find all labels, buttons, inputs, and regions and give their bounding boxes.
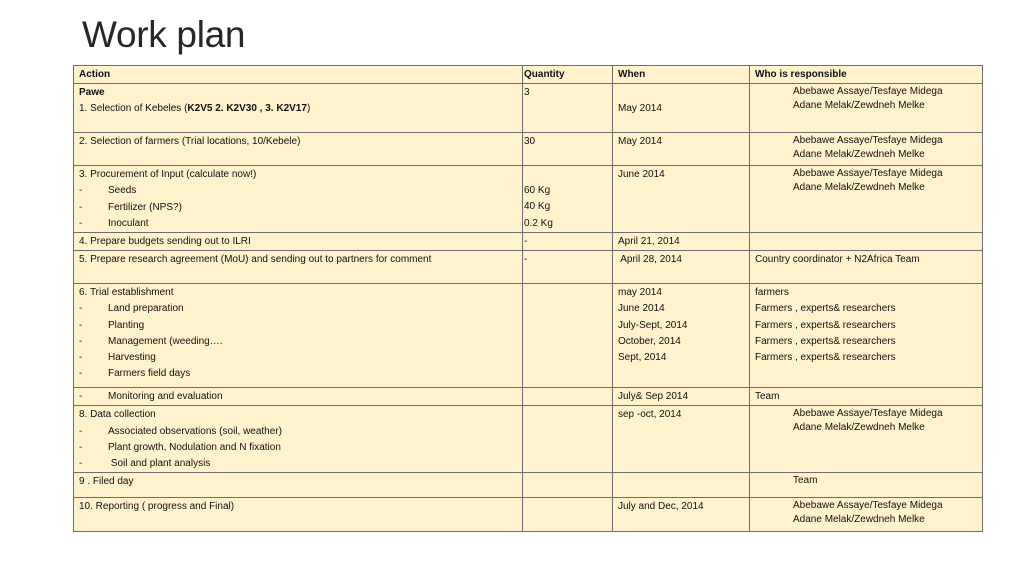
action-cell: 2. Selection of farmers (Trial locations, 10/Kebele) bbox=[74, 133, 523, 166]
responsible-cell: farmers Farmers , experts& researchers Farmers , experts& researchers Farmers , experts& researchers Farmers , experts& researchers bbox=[750, 284, 983, 388]
list-item: - Farmers field days bbox=[79, 368, 191, 380]
quantity-cell bbox=[523, 406, 613, 473]
table-row bbox=[74, 233, 983, 251]
quantity-cell: 60 Kg 40 Kg 0.2 Kg bbox=[523, 166, 613, 233]
when-cell: June 2014 bbox=[613, 166, 750, 233]
quantity-cell: - bbox=[523, 251, 613, 284]
when-cell: May 2014 bbox=[613, 133, 750, 166]
when-cell: sep -oct, 2014 bbox=[613, 406, 750, 473]
table-row bbox=[74, 133, 983, 166]
quantity-cell bbox=[523, 388, 613, 406]
work-plan-table bbox=[73, 65, 983, 532]
header-when: When bbox=[613, 66, 750, 84]
quantity-cell: - bbox=[523, 233, 613, 251]
list-item: - Seeds bbox=[79, 185, 137, 197]
responsible-cell: Abebawe Assaye/Tesfaye Midega Adane Melak/Zewdneh Melke bbox=[750, 498, 983, 532]
list-item: - Harvesting bbox=[79, 352, 156, 364]
when-cell: May 2014 bbox=[613, 84, 750, 133]
action-text: 1. Selection of Kebeles (K2V5 2. K2V30 , 3. K2V17) bbox=[79, 103, 311, 115]
list-item: - Inoculant bbox=[79, 217, 149, 229]
table-row bbox=[74, 406, 983, 473]
page-title: Work plan bbox=[82, 14, 246, 55]
action-cell: 5. Prepare research agreement (MoU) and sending out to partners for comment bbox=[74, 251, 523, 284]
action-cell: 8. Data collection - Associated observations (soil, weather) - Plant growth, Nodulation and N fixation - Soil and plant analysis bbox=[74, 406, 523, 473]
action-cell: 6. Trial establishment - Land preparation - Planting - Management (weeding…. - Harvesting - Farmers field days bbox=[74, 284, 523, 388]
when-cell: July& Sep 2014 bbox=[613, 388, 750, 406]
quantity-cell bbox=[523, 498, 613, 532]
responsible-cell: Team bbox=[750, 388, 983, 406]
list-item: - Soil and plant analysis bbox=[79, 458, 211, 470]
when-cell: April 21, 2014 bbox=[613, 233, 750, 251]
site-heading: Pawe bbox=[79, 87, 105, 99]
responsible-cell: Abebawe Assaye/Tesfaye Midega Adane Melak/Zewdneh Melke bbox=[750, 84, 983, 133]
list-item: - Plant growth, Nodulation and N fixation bbox=[79, 441, 281, 453]
header-who: Who is responsible bbox=[750, 66, 983, 84]
table-row bbox=[74, 166, 983, 233]
action-cell: 4. Prepare budgets sending out to ILRI bbox=[74, 233, 523, 251]
quantity-cell bbox=[523, 473, 613, 498]
action-cell: 3. Procurement of Input (calculate now!) - Seeds - Fertilizer (NPS?) - Inoculant bbox=[74, 166, 523, 233]
responsible-cell bbox=[750, 233, 983, 251]
action-cell bbox=[74, 84, 523, 133]
list-item: - Land preparation bbox=[79, 303, 184, 315]
list-item: - Associated observations (soil, weather) bbox=[79, 425, 282, 437]
table-row bbox=[74, 251, 983, 284]
action-cell: 10. Reporting ( progress and Final) bbox=[74, 498, 523, 532]
action-cell: 9 . Filed day bbox=[74, 473, 523, 498]
header-quantity: Quantity bbox=[523, 66, 613, 84]
responsible-cell: Abebawe Assaye/Tesfaye Midega Adane Melak/Zewdneh Melke bbox=[750, 166, 983, 233]
when-cell bbox=[613, 473, 750, 498]
table-row bbox=[74, 284, 983, 388]
list-item: - Planting bbox=[79, 319, 145, 331]
list-item: - Fertilizer (NPS?) bbox=[79, 201, 182, 213]
when-cell: April 28, 2014 bbox=[613, 251, 750, 284]
action-cell bbox=[74, 388, 523, 406]
table-row bbox=[74, 473, 983, 498]
responsible-cell: Country coordinator + N2Africa Team bbox=[750, 251, 983, 284]
table-row bbox=[74, 388, 983, 406]
table-row bbox=[74, 84, 983, 133]
table-header-row bbox=[74, 66, 983, 84]
responsible-cell: Abebawe Assaye/Tesfaye Midega Adane Melak/Zewdneh Melke bbox=[750, 133, 983, 166]
list-item: - Monitoring and evaluation bbox=[79, 391, 223, 403]
header-action: Action bbox=[74, 66, 523, 84]
when-cell: may 2014 June 2014 July-Sept, 2014 October, 2014 Sept, 2014 bbox=[613, 284, 750, 388]
table-row bbox=[74, 498, 983, 532]
quantity-cell: 30 bbox=[523, 133, 613, 166]
quantity-cell bbox=[523, 284, 613, 388]
responsible-cell: Team bbox=[750, 473, 983, 498]
quantity-cell: 3 bbox=[523, 84, 613, 133]
list-item: - Management (weeding…. bbox=[79, 335, 223, 347]
when-cell: July and Dec, 2014 bbox=[613, 498, 750, 532]
responsible-cell: Abebawe Assaye/Tesfaye Midega Adane Melak/Zewdneh Melke bbox=[750, 406, 983, 473]
